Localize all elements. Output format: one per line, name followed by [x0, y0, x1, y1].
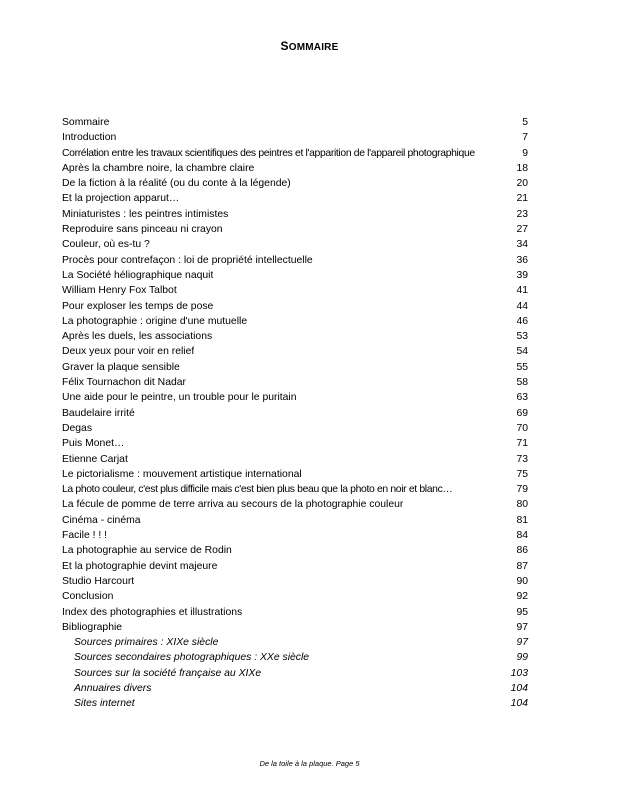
toc-entry-page: 46 [516, 315, 528, 327]
toc-entry-title: Miniaturistes : les peintres intimistes [62, 208, 229, 220]
toc-entry-title: Sommaire [62, 117, 110, 128]
toc-subentry[interactable] [62, 681, 528, 696]
toc-entry[interactable] [62, 237, 528, 252]
toc-entry-page: 87 [516, 560, 528, 572]
toc-entry[interactable] [62, 605, 528, 620]
toc-entry-page: 70 [516, 422, 528, 434]
toc-subentry-title: Sources secondaires photographiques : XXe siècle [74, 652, 310, 664]
toc-entry-title: Deux yeux pour voir en relief [62, 346, 195, 358]
toc-entry[interactable] [62, 528, 528, 543]
toc-entry[interactable] [62, 406, 528, 421]
toc-subentry-title: Sources sur la société française au XIXe [74, 667, 262, 679]
toc-entry[interactable] [62, 146, 528, 161]
page-title-initial: S [280, 39, 289, 53]
toc-entry-page: 92 [516, 591, 528, 603]
toc-entry-title: La photographie au service de Rodin [62, 545, 232, 557]
toc-entry[interactable] [62, 176, 528, 191]
toc-entry-page: 79 [516, 484, 528, 496]
toc-entry-title: Studio Harcourt [62, 575, 135, 587]
toc-entry-title: Corrélation entre les travaux scientifiques des peintres et l'apparition de l'appareil photographique [62, 147, 475, 159]
toc-entry-page: 80 [516, 499, 528, 511]
toc-entry-title: Etienne Carjat [62, 453, 128, 465]
toc-entry-page: 55 [516, 361, 528, 373]
toc-subentry-page: 103 [510, 667, 528, 679]
toc-entry-title: Le pictorialisme : mouvement artistique international [62, 468, 302, 480]
toc-subentry[interactable] [62, 650, 528, 665]
toc-entry-page: 90 [516, 575, 528, 587]
toc-entry-title: Et la photographie devint majeure [62, 560, 218, 572]
toc-entry-page: 9 [522, 147, 528, 159]
toc-entry[interactable] [62, 314, 528, 329]
toc-entry-title: La Société héliographique naquit [62, 269, 214, 281]
table-of-contents [62, 115, 528, 712]
toc-subentry[interactable] [62, 635, 528, 650]
toc-entry[interactable] [62, 207, 528, 222]
toc-entry-page: 73 [516, 453, 528, 465]
toc-entry[interactable] [62, 497, 528, 512]
toc-entry-page: 20 [516, 178, 528, 190]
toc-entry-page: 39 [516, 269, 528, 281]
toc-entry-page: 69 [516, 407, 528, 419]
page-title [0, 39, 619, 53]
toc-entry[interactable] [62, 130, 528, 145]
toc-entry[interactable] [62, 360, 528, 375]
toc-entry[interactable] [62, 161, 528, 176]
toc-entry-page: 71 [516, 438, 528, 450]
toc-entry[interactable] [62, 589, 528, 604]
toc-entry-title: Facile ! ! ! [62, 530, 108, 542]
toc-entry-page: 97 [516, 621, 528, 633]
toc-entry-page: 53 [516, 331, 528, 343]
toc-entry-title: Une aide pour le peintre, un trouble pour le puritain [62, 392, 297, 404]
toc-entry-page: 95 [516, 606, 528, 618]
toc-entry[interactable] [62, 299, 528, 314]
toc-entry[interactable] [62, 375, 528, 390]
toc-entry-title: Graver la plaque sensible [62, 361, 180, 373]
toc-entry-title: La fécule de pomme de terre arriva au secours de la photographie couleur [62, 499, 404, 511]
toc-entry-page: 75 [516, 468, 528, 480]
toc-subentry-page: 104 [510, 682, 528, 694]
toc-entry-page: 7 [522, 132, 528, 144]
toc-subentry[interactable] [62, 696, 528, 711]
toc-subentry-page: 97 [516, 637, 528, 649]
toc-entry-title: Conclusion [62, 591, 114, 603]
toc-entry-page: 41 [516, 285, 528, 297]
toc-entry[interactable] [62, 253, 528, 268]
toc-entry[interactable] [62, 421, 528, 436]
toc-entry[interactable] [62, 452, 528, 467]
toc-subentry-title: Sites internet [74, 698, 135, 710]
toc-entry-page: 18 [516, 162, 528, 174]
toc-entry-title: La photographie : origine d'une mutuelle [62, 315, 248, 327]
toc-entry[interactable] [62, 115, 528, 130]
toc-entry-title: Cinéma - cinéma [62, 514, 141, 526]
toc-entry-page: 21 [516, 193, 528, 205]
toc-entry-page: 86 [516, 545, 528, 557]
toc-entry-page: 23 [516, 208, 528, 220]
toc-entry[interactable] [62, 436, 528, 451]
toc-entry-page: 44 [516, 300, 528, 312]
toc-entry-title: Puis Monet… [62, 438, 125, 450]
toc-entry-title: Bibliographie [62, 621, 123, 633]
toc-subentry[interactable] [62, 666, 528, 681]
toc-entry-page: 5 [522, 117, 528, 128]
toc-entry-page: 54 [516, 346, 528, 358]
toc-entry-page: 27 [516, 224, 528, 236]
toc-entry-title: Après les duels, les associations [62, 331, 213, 343]
toc-entry-title: Pour exploser les temps de pose [62, 300, 214, 312]
toc-entry[interactable] [62, 283, 528, 298]
toc-entry-title: Couleur, où es-tu ? [62, 239, 150, 251]
toc-entry-page: 84 [516, 530, 528, 542]
page-title-rest: OMMAIRE [288, 42, 339, 53]
toc-entry[interactable] [62, 620, 528, 635]
toc-entry[interactable] [62, 191, 528, 206]
toc-entry-page: 58 [516, 377, 528, 389]
toc-entry[interactable] [62, 559, 528, 574]
toc-entry-title: William Henry Fox Talbot [62, 285, 177, 297]
toc-subentry-title: Annuaires divers [74, 682, 152, 694]
toc-entry-title: Procès pour contrefaçon : loi de propriété intellectuelle [62, 254, 313, 266]
toc-entry-title: La photo couleur, c'est plus difficile mais c'est bien plus beau que la photo en noir et blanc… [62, 484, 453, 496]
toc-entry[interactable] [62, 482, 528, 497]
toc-entry[interactable] [62, 222, 528, 237]
toc-entry[interactable] [62, 574, 528, 589]
toc-entry-page: 63 [516, 392, 528, 404]
toc-entry-title: Reproduire sans pinceau ni crayon [62, 224, 223, 236]
toc-entry-title: Et la projection apparut… [62, 193, 180, 205]
toc-entry-title: Baudelaire irrité [62, 407, 135, 419]
toc-entry-title: De la fiction à la réalité (ou du conte à la légende) [62, 178, 291, 190]
toc-subentry-page: 99 [516, 652, 528, 664]
toc-entry-title: Index des photographies et illustrations [62, 606, 243, 618]
toc-entry-title: Degas [62, 422, 93, 434]
toc-entry[interactable] [62, 513, 528, 528]
toc-entry-title: Félix Tournachon dit Nadar [62, 377, 186, 389]
toc-entry[interactable] [62, 329, 528, 344]
toc-entry[interactable] [62, 344, 528, 359]
toc-entry[interactable] [62, 390, 528, 405]
toc-entry-page: 36 [516, 254, 528, 266]
page-footer: De la toile à la plaque. Page 5 [259, 759, 360, 768]
toc-entry[interactable] [62, 543, 528, 558]
toc-entry[interactable] [62, 268, 528, 283]
toc-subentry-title: Sources primaires : XIXe siècle [74, 637, 219, 649]
toc-entry-title: Après la chambre noire, la chambre claire [62, 162, 255, 174]
toc-entry-page: 34 [516, 239, 528, 251]
toc-entry-page: 81 [516, 514, 528, 526]
toc-entry-title: Introduction [62, 132, 117, 144]
toc-subentry-page: 104 [510, 698, 528, 710]
toc-entry[interactable] [62, 467, 528, 482]
